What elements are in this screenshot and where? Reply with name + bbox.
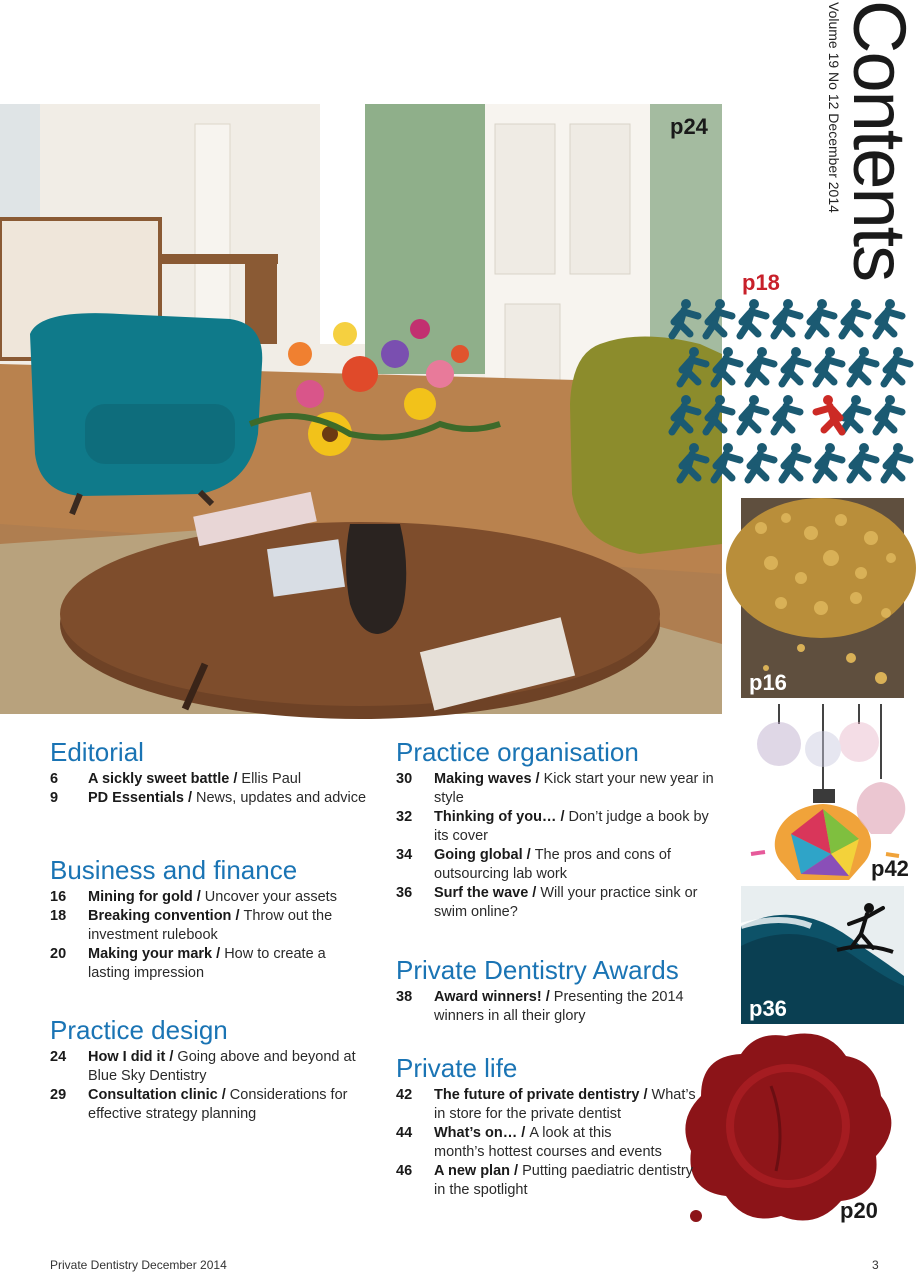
entry-headline: Thinking of you… [434,809,557,825]
toc-entry[interactable] [396,884,718,922]
entry-headline: PD Essentials [88,790,184,806]
entry-description: Considerations for effective strategy planning [88,1087,348,1122]
entry-separator: / [556,809,569,825]
section-private-life [396,1054,696,1200]
entry-description: Don’t judge a book by its cover [434,809,709,844]
entry-description: What’s in store for the private dentist [434,1087,696,1122]
runners-graphic [672,296,904,494]
entry-separator: / [229,771,242,787]
toc-entry[interactable] [396,846,718,884]
entry-description: A look at this month’s hottest courses and events [434,1125,662,1160]
entry-headline: Making waves [434,771,532,787]
section-editorial [50,738,368,808]
entry-page: 44 [396,1125,413,1141]
entry-headline: Mining for gold [88,889,193,905]
lightbulbs-illustration[interactable] [741,704,909,888]
footer-publication: Private Dentistry December 2014 [50,1258,227,1272]
entry-headline: What’s on… [434,1125,518,1141]
gold-nuggets-graphic [741,498,904,698]
entry-description: Putting paediatric dentistry in the spotlight [434,1163,693,1198]
entry-headline: Going global [434,847,523,863]
entry-headline: How I did it [88,1049,166,1065]
entry-separator: / [541,989,554,1005]
footer-page-number: 3 [872,1258,879,1272]
toc-entry[interactable] [396,770,718,808]
section-practice-design [50,1016,368,1124]
section-private-dentistry-awards [396,956,718,1026]
entry-description: Uncover your assets [204,889,337,905]
entry-description: Kick start your new year in style [434,771,714,806]
page-tag-p42[interactable]: p42 [871,856,909,881]
entry-description: News, updates and advice [196,790,367,806]
entry-headline: Making your mark [88,946,213,962]
entry-description: Ellis Paul [241,771,302,787]
entry-page: 42 [396,1087,413,1103]
entry-page: 9 [50,790,59,806]
entry-page: 30 [396,771,413,787]
section-title: Business and finance [50,855,298,885]
toc-entry[interactable] [396,1162,704,1200]
entry-headline: Breaking convention [88,908,232,924]
page-tag-p16[interactable]: p16 [749,670,787,695]
section-practice-organisation [396,738,718,922]
toc-entry[interactable] [50,907,368,945]
section-title: Editorial [50,737,144,767]
entry-headline: A new plan [434,1163,510,1179]
entry-headline: Consultation clinic [88,1087,218,1103]
entry-headline: A sickly sweet battle [88,771,230,787]
entry-separator: / [217,1087,230,1103]
contents-title: Contents [838,0,921,281]
entry-headline: The future of private dentistry [434,1087,640,1103]
entry-separator: / [522,847,535,863]
entry-separator: / [531,771,544,787]
toc-entry[interactable] [396,1124,664,1162]
entry-description: Throw out the investment rulebook [88,908,333,943]
entry-page: 32 [396,809,413,825]
entry-description: Will your practice sink or swim online? [434,885,698,920]
entry-page: 38 [396,989,413,1005]
toc-entry[interactable] [50,789,368,808]
entry-description: How to create a lasting impression [88,946,326,981]
toc-entry[interactable] [50,1048,368,1086]
section-title: Private life [396,1053,518,1083]
entry-separator: / [165,1049,178,1065]
page-tag-p20[interactable]: p20 [840,1198,878,1223]
entry-separator: / [192,889,205,905]
entry-page: 20 [50,946,67,962]
entry-separator: / [231,908,244,924]
entry-description: Going above and beyond at Blue Sky Dentistry [88,1049,356,1084]
runners-illustration[interactable] [672,296,904,494]
entry-page: 34 [396,847,413,863]
entry-separator: / [639,1087,652,1103]
toc-entry[interactable] [50,945,368,983]
entry-page: 29 [50,1087,67,1103]
page-tag-p24[interactable]: p24 [670,114,708,139]
entry-headline: Surf the wave [434,885,529,901]
entry-separator: / [510,1163,523,1179]
entry-separator: / [212,946,225,962]
entry-description: Presenting the 2014 winners in all their glory [434,989,684,1024]
toc-entry[interactable] [50,1086,368,1124]
entry-page: 24 [50,1049,67,1065]
section-title: Practice organisation [396,737,639,767]
page-tag-p18[interactable]: p18 [742,270,780,295]
entry-separator: / [517,1125,530,1141]
masthead [814,0,921,281]
toc-entry[interactable] [396,1086,696,1124]
wax-seal-photo[interactable] [676,1026,904,1230]
toc-entry[interactable] [396,808,718,846]
toc-entry[interactable] [50,888,368,907]
waiting-room-illustration [0,104,722,714]
entry-separator: / [528,885,541,901]
entry-page: 6 [50,771,59,787]
gold-nuggets-photo[interactable] [741,498,904,698]
entry-page: 36 [396,885,413,901]
page-tag-p36[interactable]: p36 [749,996,787,1021]
entry-page: 16 [50,889,67,905]
entry-description: The pros and cons of outsourcing lab work [434,847,671,882]
entry-page: 18 [50,908,67,924]
section-title: Private Dentistry Awards [396,955,679,985]
volume-line: Volume 19 No 12 December 2014 [826,2,842,213]
toc-entry[interactable] [50,770,368,789]
entry-headline: Award winners! [434,989,542,1005]
entry-separator: / [183,790,197,806]
section-title: Practice design [50,1015,228,1045]
toc-entry[interactable] [396,988,718,1026]
surfer-photo[interactable] [741,886,904,1024]
section-business-finance [50,856,368,983]
entry-page: 46 [396,1163,413,1179]
waiting-room-photo[interactable] [0,104,722,714]
